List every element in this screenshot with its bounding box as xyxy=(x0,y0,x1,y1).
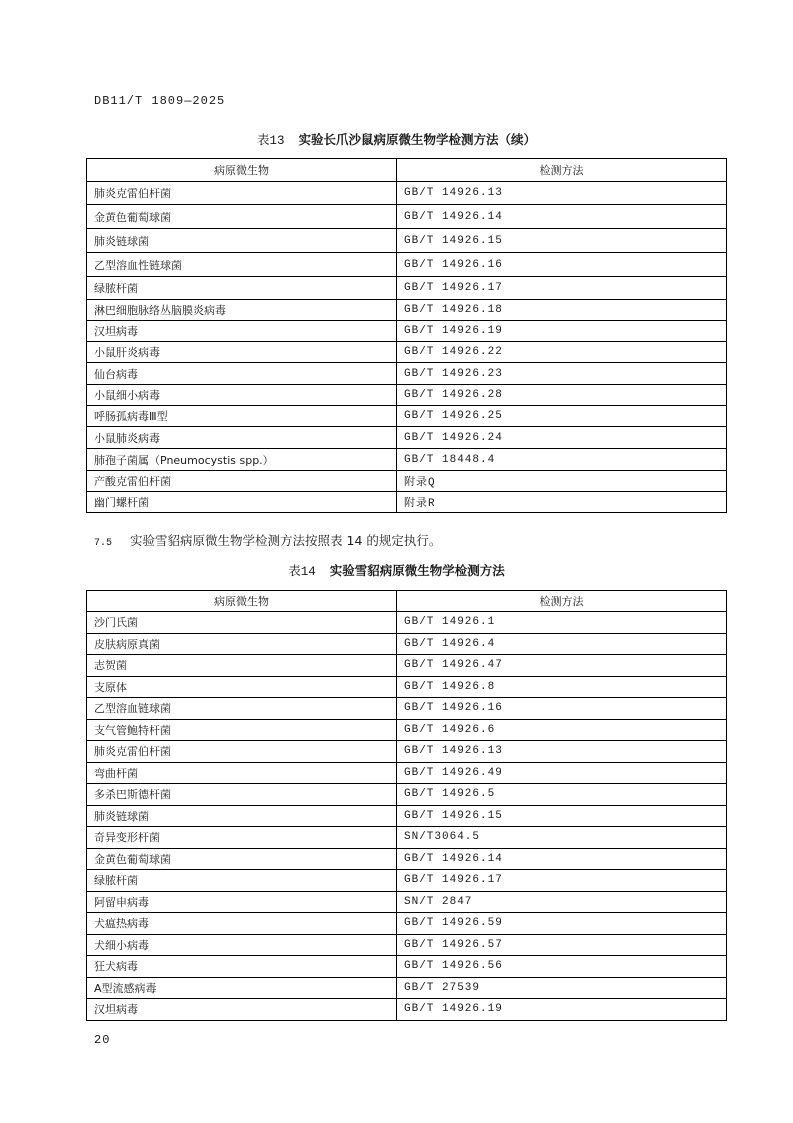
pathogen-cell: 肺孢子菌属（Pneumocystis spp.） xyxy=(87,449,397,471)
table13-number: 表13 xyxy=(256,134,285,148)
table-row xyxy=(87,471,727,492)
pathogen-cell: 肺炎链球菌 xyxy=(87,229,397,253)
table-row xyxy=(87,363,727,385)
pathogen-cell: 狂犬病毒 xyxy=(87,956,397,978)
page-number: 20 xyxy=(94,1033,111,1047)
table-row xyxy=(87,385,727,406)
table-row xyxy=(87,655,727,677)
method-cell: GB/T 14926.8 xyxy=(397,676,727,698)
method-cell: GB/T 14926.5 xyxy=(397,784,727,806)
pathogen-cell: 汉坦病毒 xyxy=(87,321,397,342)
table-row xyxy=(87,449,727,471)
method-cell: GB/T 14926.17 xyxy=(397,277,727,300)
pathogen-cell: 多杀巴斯德杆菌 xyxy=(87,784,397,806)
pathogen-cell: 肺炎克雷伯杆菌 xyxy=(87,182,397,205)
table-row xyxy=(87,805,727,827)
clause-number: 7.5 xyxy=(94,538,113,549)
pathogen-cell: 支气管鲍特杆菌 xyxy=(87,719,397,741)
method-cell: GB/T 14926.19 xyxy=(397,321,727,342)
table-row xyxy=(87,784,727,806)
method-cell: GB/T 18448.4 xyxy=(397,449,727,471)
table13-body xyxy=(87,182,727,513)
table-row xyxy=(87,827,727,849)
pathogen-cell: 小鼠肺炎病毒 xyxy=(87,427,397,449)
method-cell: GB/T 14926.24 xyxy=(397,427,727,449)
table-row xyxy=(87,719,727,741)
method-cell: GB/T 14926.13 xyxy=(397,741,727,763)
table-row xyxy=(87,277,727,300)
pathogen-cell: A型流感病毒 xyxy=(87,977,397,999)
clause-7-5 xyxy=(94,531,441,549)
table13-caption xyxy=(0,130,793,148)
pathogen-cell: 小鼠细小病毒 xyxy=(87,385,397,406)
table-row xyxy=(87,229,727,253)
table13-header-pathogen: 病原微生物 xyxy=(87,159,397,182)
table14-caption xyxy=(0,561,793,579)
pathogen-cell: 乙型溶血链球菌 xyxy=(87,698,397,720)
table-row xyxy=(87,300,727,321)
pathogen-cell: 仙台病毒 xyxy=(87,363,397,385)
table-row xyxy=(87,698,727,720)
method-cell: GB/T 14926.47 xyxy=(397,655,727,677)
method-cell: GB/T 14926.14 xyxy=(397,848,727,870)
pathogen-cell: 金黄色葡萄球菌 xyxy=(87,205,397,229)
pathogen-cell: 肺炎克雷伯杆菌 xyxy=(87,741,397,763)
pathogen-cell: 小鼠肝炎病毒 xyxy=(87,342,397,363)
table-row xyxy=(87,913,727,935)
method-cell: GB/T 14926.22 xyxy=(397,342,727,363)
table-row xyxy=(87,321,727,342)
pathogen-cell: 奇异变形杆菌 xyxy=(87,827,397,849)
pathogen-cell: 产酸克雷伯杆菌 xyxy=(87,471,397,492)
table-row xyxy=(87,253,727,277)
table-row xyxy=(87,741,727,763)
table-row xyxy=(87,342,727,363)
method-cell: GB/T 14926.19 xyxy=(397,999,727,1021)
table13-title: 实验长爪沙鼠病原微生物学检测方法（续） xyxy=(298,132,537,147)
pathogen-cell: 金黄色葡萄球菌 xyxy=(87,848,397,870)
method-cell: GB/T 14926.1 xyxy=(397,612,727,634)
method-cell: GB/T 14926.4 xyxy=(397,633,727,655)
table-row xyxy=(87,427,727,449)
pathogen-cell: 弯曲杆菌 xyxy=(87,762,397,784)
pathogen-cell: 幽门螺杆菌 xyxy=(87,492,397,513)
document-code: DB11/T 1809—2025 xyxy=(94,94,226,108)
method-cell: GB/T 14926.49 xyxy=(397,762,727,784)
table13-header-method: 检测方法 xyxy=(397,159,727,182)
pathogen-cell: 皮肤病原真菌 xyxy=(87,633,397,655)
table14-header-method: 检测方法 xyxy=(397,591,727,612)
pathogen-cell: 沙门氏菌 xyxy=(87,612,397,634)
method-cell: SN/T3064.5 xyxy=(397,827,727,849)
table13 xyxy=(86,158,727,513)
method-cell: GB/T 14926.25 xyxy=(397,406,727,427)
table14-number: 表14 xyxy=(288,565,316,579)
table-row xyxy=(87,205,727,229)
method-cell: GB/T 14926.16 xyxy=(397,698,727,720)
method-cell: GB/T 14926.23 xyxy=(397,363,727,385)
table-row xyxy=(87,891,727,913)
table-row xyxy=(87,633,727,655)
pathogen-cell: 淋巴细胞脉络丛脑膜炎病毒 xyxy=(87,300,397,321)
table-row xyxy=(87,999,727,1021)
method-cell: GB/T 14926.13 xyxy=(397,182,727,205)
method-cell: GB/T 14926.59 xyxy=(397,913,727,935)
pathogen-cell: 肺炎链球菌 xyxy=(87,805,397,827)
method-cell: GB/T 14926.6 xyxy=(397,719,727,741)
method-cell: GB/T 14926.28 xyxy=(397,385,727,406)
method-cell: GB/T 14926.17 xyxy=(397,870,727,892)
table-row xyxy=(87,182,727,205)
method-cell: GB/T 14926.57 xyxy=(397,934,727,956)
table-row xyxy=(87,956,727,978)
method-cell: GB/T 14926.16 xyxy=(397,253,727,277)
table-row xyxy=(87,977,727,999)
pathogen-cell: 犬细小病毒 xyxy=(87,934,397,956)
method-cell: GB/T 14926.18 xyxy=(397,300,727,321)
method-cell: GB/T 14926.15 xyxy=(397,229,727,253)
table14-body xyxy=(87,612,727,1021)
method-cell: GB/T 14926.15 xyxy=(397,805,727,827)
pathogen-cell: 绿脓杆菌 xyxy=(87,277,397,300)
table-row xyxy=(87,870,727,892)
pathogen-cell: 志贺菌 xyxy=(87,655,397,677)
pathogen-cell: 绿脓杆菌 xyxy=(87,870,397,892)
method-cell: GB/T 14926.14 xyxy=(397,205,727,229)
table-row xyxy=(87,762,727,784)
table-row xyxy=(87,848,727,870)
table14 xyxy=(86,590,727,1021)
table14-header-pathogen: 病原微生物 xyxy=(87,591,397,612)
method-cell: 附录R xyxy=(397,492,727,513)
table-row xyxy=(87,492,727,513)
table-row xyxy=(87,676,727,698)
method-cell: 附录Q xyxy=(397,471,727,492)
pathogen-cell: 支原体 xyxy=(87,676,397,698)
table-row xyxy=(87,612,727,634)
method-cell: GB/T 27539 xyxy=(397,977,727,999)
method-cell: GB/T 14926.56 xyxy=(397,956,727,978)
table-row xyxy=(87,934,727,956)
table14-title: 实验雪貂病原微生物学检测方法 xyxy=(329,563,505,578)
table-row xyxy=(87,406,727,427)
pathogen-cell: 犬瘟热病毒 xyxy=(87,913,397,935)
clause-text: 实验雪貂病原微生物学检测方法按照表 14 的规定执行。 xyxy=(130,533,442,548)
pathogen-cell: 呼肠孤病毒Ⅲ型 xyxy=(87,406,397,427)
pathogen-cell: 阿留申病毒 xyxy=(87,891,397,913)
pathogen-cell: 乙型溶血性链球菌 xyxy=(87,253,397,277)
pathogen-cell: 汉坦病毒 xyxy=(87,999,397,1021)
method-cell: SN/T 2847 xyxy=(397,891,727,913)
